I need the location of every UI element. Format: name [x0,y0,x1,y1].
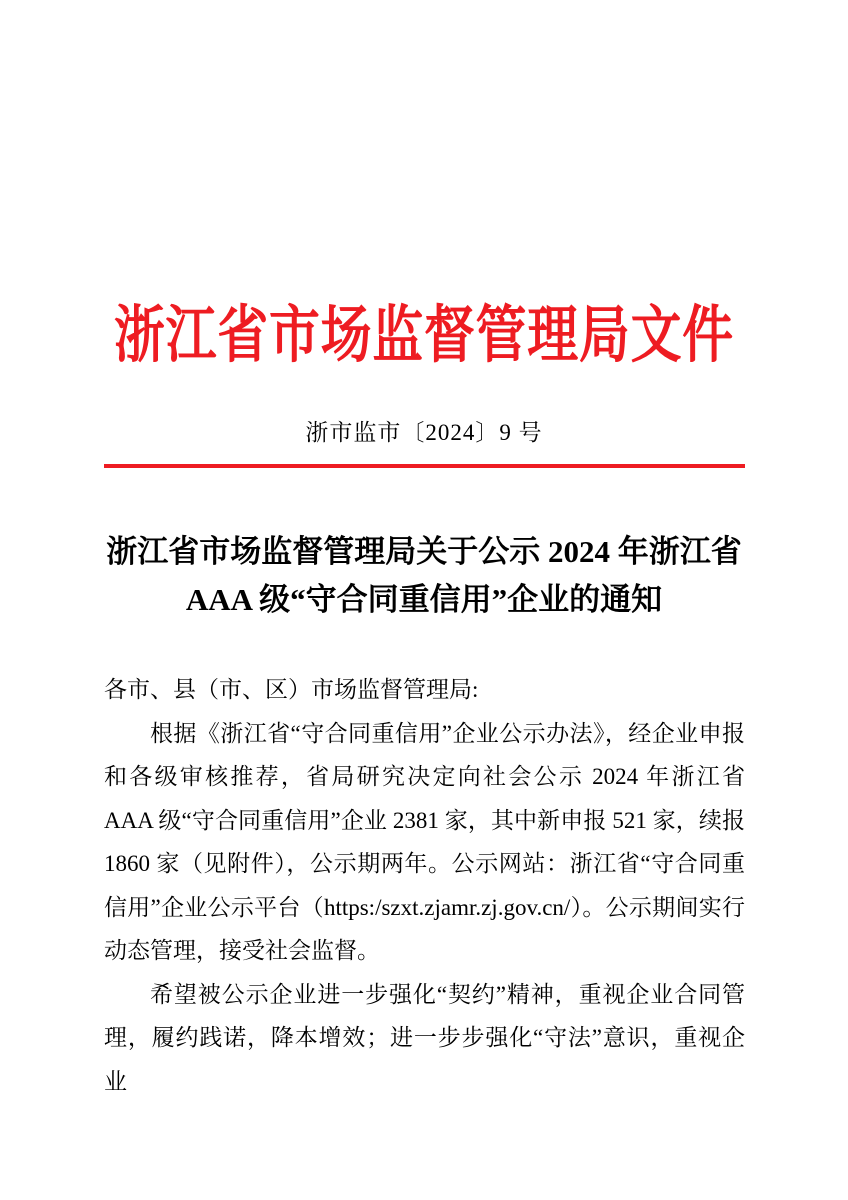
notice-title-line2: AAA 级“守合同重信用”企业的通知 [185,582,663,617]
notice-body [104,668,745,1103]
red-divider-line [104,464,745,468]
body-paragraph-2: 希望被公示企业进一步强化“契约”精神，重视企业合同管理，履约践诺，降本增效；进一步步强化“守法”意识，重视企业 [104,981,745,1094]
document-number: 浙市监市〔2024〕9 号 [305,420,543,445]
body-paragraph-1: 根据《浙江省“守合同重信用”企业公示办法》，经企业申报和各级审核推荐，省局研究决定向社会公示 2024 年浙江省 AAA 级“守合同重信用”企业 2381 家，其中新申报 521 家，续报 1860 家（见附件），公示期两年。公示网站：浙江省“守合同重信用”企业公示平台（https:/szxt.zjamr.zj.gov.cn/）。公示期间实行动态管理，接受社会监督。 [104,720,745,963]
notice-title-line1: 浙江省市场监督管理局关于公示 2024 年浙江省 [106,534,742,569]
letterhead-org-title: 浙江省市场监督管理局文件 [114,302,734,370]
salutation: 各市、县（市、区）市场监督管理局: [104,677,479,702]
notice-title [64,528,784,624]
